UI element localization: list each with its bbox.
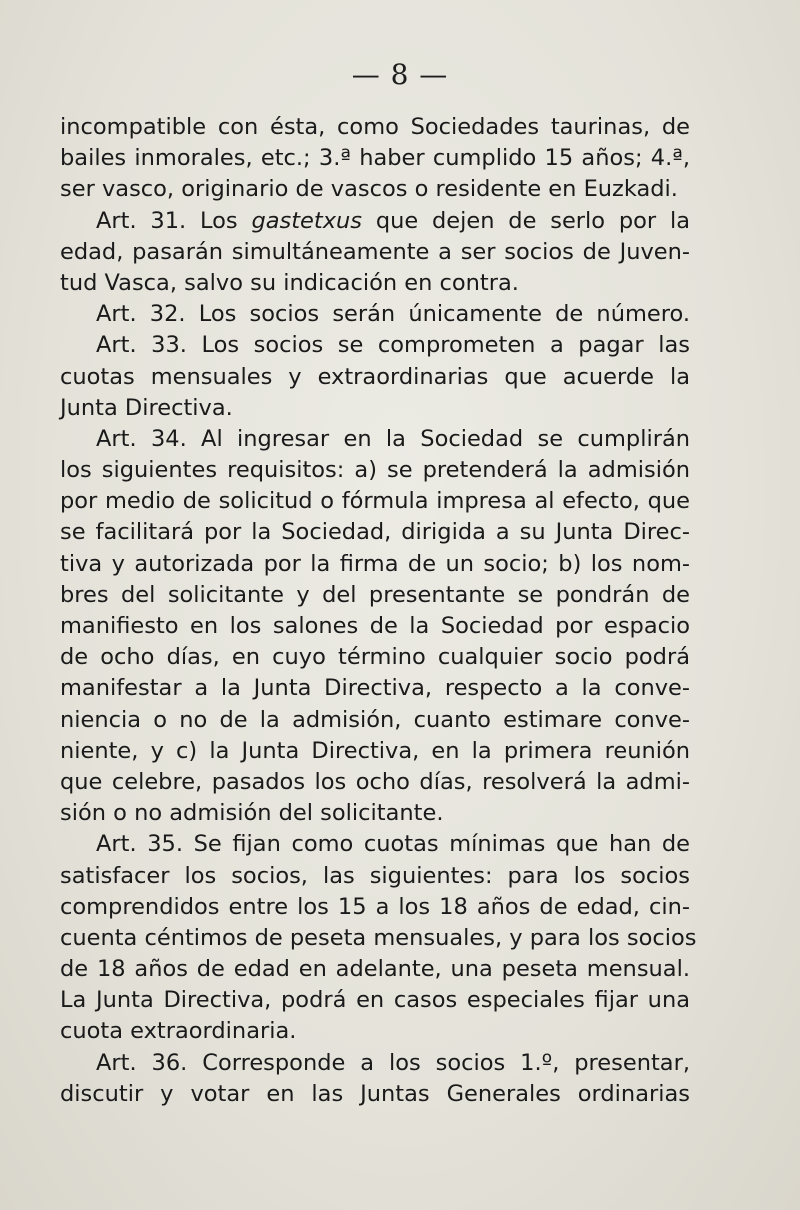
art-33-line: Art. 33. Los socios se comprometen a pagar las — [96, 332, 690, 359]
text-line: cuenta céntimos de peseta mensuales, y para los socios — [60, 924, 697, 951]
text-line: incompatible con ésta, como Sociedades taurinas, de — [60, 114, 690, 140]
text-line: niencia o no de la admisión, cuanto estimare conve- — [60, 706, 690, 733]
body-text — [60, 112, 697, 1110]
text-line: edad, pasarán simultáneamente a ser socios de Juven- — [60, 238, 690, 265]
text-line: discutir y votar en las Juntas Generales ordinarias — [60, 1080, 690, 1107]
text-line: bailes inmorales, etc.; 3.ª haber cumplido 15 años; 4.ª, — [60, 145, 690, 172]
text-line: manifestar a la Junta Directiva, respecto a la conve- — [60, 675, 690, 702]
art-36-line: Art. 36. Corresponde a los socios 1.º, presentar, — [96, 1049, 690, 1076]
text-line: manifiesto en los salones de la Sociedad por espacio — [60, 613, 690, 639]
text-line: satisfacer los socios, las siguientes: para los socios — [60, 862, 690, 889]
text-line: que celebre, pasados los ocho días, resolverá la admi- — [60, 768, 690, 795]
text-line: niente, y c) la Junta Directiva, en la primera reunión — [60, 737, 690, 764]
text-line: tud Vasca, salvo su indicación en contra. — [60, 269, 519, 296]
text-line: de ocho días, en cuyo término cualquier socio podrá — [60, 644, 690, 671]
text-line: La Junta Directiva, podrá en casos especiales fijar una — [60, 987, 690, 1014]
text-line: se facilitará por la Sociedad, dirigida a su Junta Direc- — [60, 519, 690, 546]
text-line: de 18 años de edad en adelante, una peseta mensual. — [60, 956, 690, 983]
art-32-line: Art. 32. Los socios serán únicamente de número. — [96, 301, 690, 328]
text-line: Junta Directiva. — [60, 394, 233, 421]
text-line: ser vasco, originario de vascos o residente en Euzkadi. — [60, 176, 678, 203]
text-line: cuota extraordinaria. — [60, 1018, 297, 1045]
text-line: comprendidos entre los 15 a los 18 años de edad, cin- — [60, 893, 690, 920]
art-34-line: Art. 34. Al ingresar en la Sociedad se cumplirán — [96, 425, 690, 452]
art-31-line — [60, 206, 690, 237]
text-line: tiva y autorizada por la firma de un socio; b) los nom- — [60, 550, 690, 577]
page-number: — 8 — — [351, 58, 449, 91]
art-31-prefix: Art. 31. Los — [96, 207, 252, 234]
art-35-line: Art. 35. Se fijan como cuotas mínimas que han de — [96, 831, 690, 858]
text-line: bres del solicitante y del presentante se pondrán de — [60, 581, 690, 608]
italic-term: gastetxus — [251, 207, 363, 234]
art-31-suffix: que dejen de serlo por la — [362, 207, 690, 234]
text-line: los siguientes requisitos: a) se pretenderá la admisión — [60, 457, 690, 484]
text-line: cuotas mensuales y extraordinarias que acuerde la — [60, 363, 690, 390]
text-line: sión o no admisión del solicitante. — [60, 800, 444, 827]
text-line: por medio de solicitud o fórmula impresa al efecto, que — [60, 488, 690, 515]
